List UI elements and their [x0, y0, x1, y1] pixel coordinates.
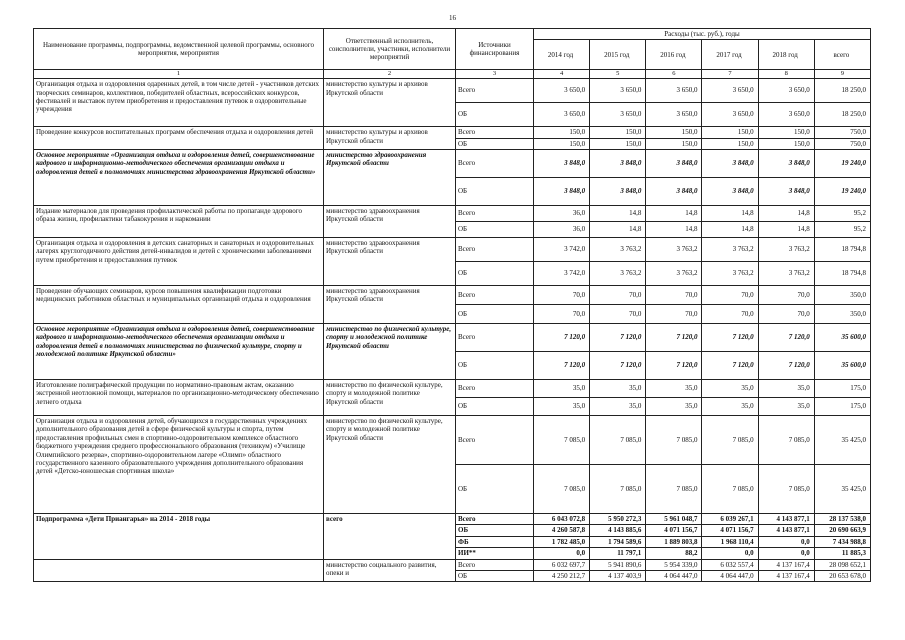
- row-value: 1 968 110,4: [702, 536, 758, 547]
- row-value: 5 941 890,6: [590, 559, 646, 570]
- row-value: 35,0: [758, 379, 814, 397]
- row-total: 35 600,0: [814, 323, 870, 351]
- row-value: 150,0: [702, 127, 758, 138]
- row-executor: министерство здравоохранения Иркутской области: [324, 149, 456, 205]
- row-value: 3 742,0: [534, 237, 590, 261]
- row-value: 14,8: [702, 205, 758, 221]
- row-value: 5 961 048,7: [646, 513, 702, 524]
- row-value: 4 137 403,9: [590, 570, 646, 581]
- table-row: [34, 323, 871, 351]
- row-executor: министерство по физической культуре, спорту и молодежной политике Иркутской области: [324, 415, 456, 513]
- row-total: 7 434 988,8: [814, 536, 870, 547]
- row-value: 35,0: [758, 397, 814, 415]
- row-source: Всего: [456, 379, 534, 397]
- row-value: 36,0: [534, 221, 590, 237]
- row-value: 7 120,0: [646, 323, 702, 351]
- row-value: 1 782 485,0: [534, 536, 590, 547]
- col-number: 9: [814, 70, 870, 79]
- col-number: 5: [590, 70, 646, 79]
- row-source: Всего: [456, 559, 534, 570]
- row-value: 3 848,0: [646, 149, 702, 177]
- row-value: 0,0: [702, 548, 758, 559]
- row-value: 3 848,0: [758, 149, 814, 177]
- row-executor: министерство здравоохранения Иркутской области: [324, 285, 456, 323]
- col-number: 8: [758, 70, 814, 79]
- row-value: 14,8: [758, 221, 814, 237]
- row-value: 70,0: [646, 304, 702, 323]
- row-value: 14,8: [758, 205, 814, 221]
- financing-table: [33, 28, 871, 582]
- header-total: всего: [814, 40, 870, 70]
- row-value: 35,0: [702, 397, 758, 415]
- row-value: 14,8: [702, 221, 758, 237]
- header-expenses: Расходы (тыс. руб.), годы: [534, 29, 871, 40]
- row-total: 35 425,0: [814, 415, 870, 464]
- row-value: 150,0: [590, 127, 646, 138]
- row-total: 18 794,8: [814, 237, 870, 261]
- row-value: 150,0: [758, 127, 814, 138]
- row-value: 7 120,0: [590, 351, 646, 379]
- col-number: 2: [324, 70, 456, 79]
- row-source: ОБ: [456, 138, 534, 149]
- row-value: 35,0: [646, 397, 702, 415]
- row-total: 18 250,0: [814, 79, 870, 103]
- row-value: 4 071 156,7: [646, 525, 702, 536]
- row-value: 14,8: [646, 205, 702, 221]
- row-value: 150,0: [534, 138, 590, 149]
- row-name: Проведение конкурсов воспитательных программ обеспечения отдыха и оздоровления детей: [34, 127, 324, 150]
- row-value: 11 797,1: [590, 548, 646, 559]
- row-executor: министерство культуры и архивов Иркутской области: [324, 127, 456, 150]
- row-value: 7 085,0: [590, 415, 646, 464]
- row-value: 3 650,0: [590, 79, 646, 103]
- page-number: 16: [449, 14, 456, 22]
- row-total: 19 240,0: [814, 149, 870, 177]
- subprogram-executor: всего: [324, 513, 456, 559]
- row-value: 14,8: [590, 205, 646, 221]
- row-value: 3 848,0: [590, 149, 646, 177]
- row-name: Организация отдыха и оздоровления детей, обучающихся в государственных учреждениях дополнительного образования детей в сфере физической культуры и спорта, путем предоставления профильных смен в спортивно-оздоровительном комплексе областного бюджетного учреждения среднего профессионального образования (техникум) «Училище Олимпийского резерва», спортивно-оздоровительном лагере «Олимп» областного государственного казенного образовательного учреждения дополнительного образования детей «Детско-юношеская спортивная школа»: [34, 415, 324, 513]
- row-value: 7 085,0: [534, 464, 590, 513]
- col-number: 3: [456, 70, 534, 79]
- row-value: 7 085,0: [534, 415, 590, 464]
- row-source: ОБ: [456, 570, 534, 581]
- row-value: 3 763,2: [702, 237, 758, 261]
- row-source: Всего: [456, 149, 534, 177]
- header-name: Наименование программы, подпрограммы, ведомственной целевой программы, основного мероприятия, мероприятия: [34, 29, 324, 70]
- row-total: 20 653 678,0: [814, 570, 870, 581]
- row-executor: министерство здравоохранения Иркутской области: [324, 205, 456, 237]
- subprogram-name: Подпрограмма «Дети Приангарья» на 2014 - 2018 годы: [34, 513, 324, 559]
- row-total: 35 425,0: [814, 464, 870, 513]
- row-total: 28 098 652,1: [814, 559, 870, 570]
- row-source: ОБ: [456, 304, 534, 323]
- row-value: 3 763,2: [702, 261, 758, 285]
- header-executor: Ответственный исполнитель, соисполнители, участники, исполнители мероприятий: [324, 29, 456, 70]
- table-row: [34, 559, 871, 570]
- row-total: 35 600,0: [814, 351, 870, 379]
- row-value: 6 043 072,8: [534, 513, 590, 524]
- row-total: 18 250,0: [814, 103, 870, 127]
- row-value: 6 032 557,4: [702, 559, 758, 570]
- row-value: 4 064 447,0: [702, 570, 758, 581]
- row-total: 28 137 538,0: [814, 513, 870, 524]
- row-executor: министерство социального развития, опеки и: [324, 559, 456, 582]
- row-value: 35,0: [646, 379, 702, 397]
- row-source: ИИ**: [456, 548, 534, 559]
- row-value: 3 763,2: [590, 237, 646, 261]
- header-year: 2014 год: [534, 40, 590, 70]
- row-value: 1 794 589,6: [590, 536, 646, 547]
- row-value: 150,0: [758, 138, 814, 149]
- row-value: 7 120,0: [702, 351, 758, 379]
- row-value: 3 763,2: [758, 261, 814, 285]
- row-executor: министерство здравоохранения Иркутской области: [324, 237, 456, 285]
- row-value: 150,0: [646, 138, 702, 149]
- row-executor: министерство культуры и архивов Иркутской области: [324, 79, 456, 127]
- table-row: [34, 415, 871, 464]
- row-value: 88,2: [646, 548, 702, 559]
- row-value: 3 848,0: [646, 177, 702, 205]
- row-source: Всего: [456, 205, 534, 221]
- row-name: Проведение обучающих семинаров, курсов повышения квалификации подготовки медицинских работников областных и муниципальных организаций отдыха и оздоровления: [34, 285, 324, 323]
- row-source: ОБ: [456, 177, 534, 205]
- row-total: 750,0: [814, 138, 870, 149]
- row-value: 3 848,0: [758, 177, 814, 205]
- row-value: 0,0: [758, 548, 814, 559]
- row-executor: министерство по физической культуре, спорту и молодежной политике Иркутской области: [324, 379, 456, 415]
- row-value: 35,0: [534, 397, 590, 415]
- row-value: 14,8: [646, 221, 702, 237]
- row-name: Основное мероприятие «Организация отдыха и оздоровления детей, совершенствование кадрового и информационно-методического обеспечения организации отдыха и оздоровления детей в полномочиях министерства по физической культуре, спорту и молодежной политике Иркутской области»: [34, 323, 324, 379]
- table-row: [34, 205, 871, 221]
- row-value: 4 071 156,7: [702, 525, 758, 536]
- row-name: Организация отдыха и оздоровления одаренных детей, в том числе детей - участников детских творческих семинаров, коллективов, победителей областных, всероссийских конкурсов, фестивалей и выставок путем приобретения и предоставления путевок в оздоровительные учреждения: [34, 79, 324, 127]
- row-value: 3 650,0: [702, 103, 758, 127]
- table-row: [34, 127, 871, 138]
- row-value: 70,0: [758, 285, 814, 304]
- row-value: 7 085,0: [758, 464, 814, 513]
- row-value: 0,0: [534, 548, 590, 559]
- row-value: 3 848,0: [702, 149, 758, 177]
- row-value: 4 260 587,8: [534, 525, 590, 536]
- row-source: Всего: [456, 285, 534, 304]
- header-source: Источники финансирования: [456, 29, 534, 70]
- row-source: ОБ: [456, 221, 534, 237]
- row-value: 4 064 447,0: [646, 570, 702, 581]
- row-value: 36,0: [534, 205, 590, 221]
- row-value: 3 763,2: [590, 261, 646, 285]
- row-value: 7 085,0: [590, 464, 646, 513]
- row-executor: министерство по физической культуре, спорту и молодежной политике Иркутской области: [324, 323, 456, 379]
- row-value: 0,0: [758, 536, 814, 547]
- row-value: 3 848,0: [590, 177, 646, 205]
- row-value: 3 650,0: [590, 103, 646, 127]
- row-value: 70,0: [590, 285, 646, 304]
- row-value: 4 143 877,1: [758, 525, 814, 536]
- row-source: ОБ: [456, 397, 534, 415]
- row-value: 7 120,0: [646, 351, 702, 379]
- row-value: 3 742,0: [534, 261, 590, 285]
- row-value: 7 085,0: [702, 464, 758, 513]
- row-source: Всего: [456, 127, 534, 138]
- row-total: 95,2: [814, 205, 870, 221]
- row-value: 35,0: [590, 397, 646, 415]
- row-value: 7 085,0: [758, 415, 814, 464]
- row-source: Всего: [456, 237, 534, 261]
- row-value: 70,0: [758, 304, 814, 323]
- row-value: 7 085,0: [702, 415, 758, 464]
- row-value: 3 650,0: [534, 103, 590, 127]
- row-value: 4 143 885,6: [590, 525, 646, 536]
- row-total: 175,0: [814, 379, 870, 397]
- row-value: 3 848,0: [702, 177, 758, 205]
- row-source: ОБ: [456, 261, 534, 285]
- row-value: 5 954 339,0: [646, 559, 702, 570]
- row-value: 4 137 167,4: [758, 559, 814, 570]
- row-value: 5 950 272,3: [590, 513, 646, 524]
- header-year: 2018 год: [758, 40, 814, 70]
- row-source: ФБ: [456, 536, 534, 547]
- row-total: 95,2: [814, 221, 870, 237]
- col-number: 7: [702, 70, 758, 79]
- row-total: 20 690 663,9: [814, 525, 870, 536]
- row-source: ОБ: [456, 351, 534, 379]
- row-value: 35,0: [702, 379, 758, 397]
- row-value: 70,0: [534, 285, 590, 304]
- row-source: Всего: [456, 513, 534, 524]
- row-source: Всего: [456, 415, 534, 464]
- row-value: 3 650,0: [646, 79, 702, 103]
- row-value: 7 120,0: [758, 323, 814, 351]
- row-value: 70,0: [590, 304, 646, 323]
- row-value: 150,0: [590, 138, 646, 149]
- col-number: 4: [534, 70, 590, 79]
- col-number: 6: [646, 70, 702, 79]
- row-total: 19 240,0: [814, 177, 870, 205]
- table-row: [34, 379, 871, 397]
- row-value: 7 120,0: [534, 323, 590, 351]
- row-total: 350,0: [814, 285, 870, 304]
- row-value: 70,0: [646, 285, 702, 304]
- row-total: 11 885,3: [814, 548, 870, 559]
- row-value: 70,0: [702, 285, 758, 304]
- row-value: 3 650,0: [646, 103, 702, 127]
- row-value: 14,8: [590, 221, 646, 237]
- row-value: 7 120,0: [534, 351, 590, 379]
- row-name: Организация отдыха и оздоровления в детских санаторных и санаторных и оздоровительных лагерях круглогодичного действия детей-инвалидов и детей с хроническими заболеваниями путем приобретения и предоставления путевок: [34, 237, 324, 285]
- row-value: 35,0: [534, 379, 590, 397]
- header-year: 2017 год: [702, 40, 758, 70]
- col-number: 1: [34, 70, 324, 79]
- row-value: 3 763,2: [646, 237, 702, 261]
- row-value: 4 137 167,4: [758, 570, 814, 581]
- row-value: 3 763,2: [758, 237, 814, 261]
- row-source: ОБ: [456, 103, 534, 127]
- table-row: [34, 285, 871, 304]
- row-value: 7 120,0: [702, 323, 758, 351]
- row-name: [34, 559, 324, 582]
- row-value: 6 032 697,7: [534, 559, 590, 570]
- row-value: 70,0: [702, 304, 758, 323]
- subprogram-row: [34, 513, 871, 524]
- row-name: Основное мероприятие «Организация отдыха и оздоровления детей, совершенствование кадрового и информационно-методического обеспечения организации отдыха и оздоровления детей в полномочиях министерства здравоохранения Иркутской области»: [34, 149, 324, 205]
- header-year: 2016 год: [646, 40, 702, 70]
- row-value: 4 250 212,7: [534, 570, 590, 581]
- row-value: 3 650,0: [702, 79, 758, 103]
- row-value: 7 085,0: [646, 415, 702, 464]
- row-value: 150,0: [534, 127, 590, 138]
- row-total: 750,0: [814, 127, 870, 138]
- row-value: 3 650,0: [758, 103, 814, 127]
- row-value: 3 650,0: [534, 79, 590, 103]
- row-value: 7 120,0: [590, 323, 646, 351]
- row-value: 7 120,0: [758, 351, 814, 379]
- table-body: [34, 79, 871, 582]
- row-value: 3 848,0: [534, 177, 590, 205]
- row-value: 3 763,2: [646, 261, 702, 285]
- row-value: 1 889 803,8: [646, 536, 702, 547]
- row-value: 3 650,0: [758, 79, 814, 103]
- row-source: ОБ: [456, 464, 534, 513]
- row-name: Изготовление полиграфической продукции по нормативно-правовым актам, оказанию экстренной неотложной помощи, материалов по организационно-методическому обеспечению летнего отдыха: [34, 379, 324, 415]
- row-value: 70,0: [534, 304, 590, 323]
- row-value: 35,0: [590, 379, 646, 397]
- row-total: 350,0: [814, 304, 870, 323]
- table-row: [34, 237, 871, 261]
- table-row: [34, 79, 871, 103]
- row-value: 6 039 267,1: [702, 513, 758, 524]
- row-total: 18 794,8: [814, 261, 870, 285]
- table-row: [34, 149, 871, 177]
- row-value: 3 848,0: [534, 149, 590, 177]
- row-value: 7 085,0: [646, 464, 702, 513]
- row-value: 150,0: [646, 127, 702, 138]
- row-source: ОБ: [456, 525, 534, 536]
- row-value: 150,0: [702, 138, 758, 149]
- row-name: Издание материалов для проведения профилактической работы по пропаганде здорового образа жизни, профилактики табакокурения и наркомании: [34, 205, 324, 237]
- row-source: Всего: [456, 323, 534, 351]
- row-total: 175,0: [814, 397, 870, 415]
- row-source: Всего: [456, 79, 534, 103]
- row-value: 4 143 877,1: [758, 513, 814, 524]
- header-year: 2015 год: [590, 40, 646, 70]
